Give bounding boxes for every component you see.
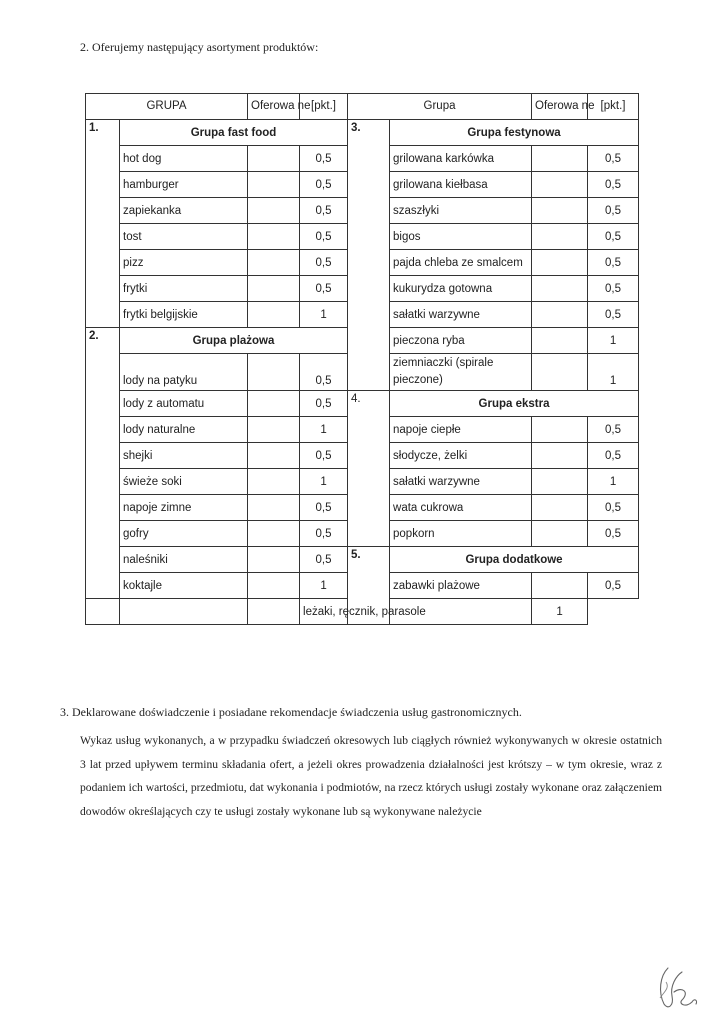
header-group-right: Grupa: [348, 94, 532, 120]
group-number: 3.: [348, 120, 390, 391]
item-name: wata cukrowa: [390, 495, 532, 521]
offered-cell: [248, 391, 300, 417]
item-name: kukurydza gotowna: [390, 276, 532, 302]
offered-cell: [532, 469, 588, 495]
item-name: słodycze, żelki: [390, 443, 532, 469]
item-points: 0,5: [588, 521, 639, 547]
item-points: 0,5: [588, 224, 639, 250]
header-points-left: [pkt.]: [300, 94, 348, 120]
item-name: świeże soki: [120, 469, 248, 495]
group-number: 2.: [86, 328, 120, 599]
group-title: Grupa festynowa: [390, 120, 639, 146]
offered-cell: [248, 198, 300, 224]
item-points: 0,5: [300, 198, 348, 224]
item-points: 0,5: [300, 276, 348, 302]
header-group-left: GRUPA: [86, 94, 248, 120]
offered-cell: [532, 224, 588, 250]
header-offered-right: Oferowa ne: [532, 94, 588, 120]
item-points: 1: [588, 469, 639, 495]
header-offered-left: Oferowa ne: [248, 94, 300, 120]
item-name: shejki: [120, 443, 248, 469]
header-points-right: [pkt.]: [588, 94, 639, 120]
item-name: lody naturalne: [120, 417, 248, 443]
section-3-paragraph: Wykaz usług wykonanych, a w przypadku świadczeń okresowych lub ciągłych również wykonywanych w okresie ostatnich 3 lat przed upływem terminu składania ofert, a jeżeli okres prowadzenia działalności jest krótszy – w tym okresie, wraz z podaniem ich wartości, przedmiotu, dat wykonania i podmiotów, na rzecz których usługi zostały wykonane oraz załączeniem dowodów określających czy te usługi zostały wykonane lub są wykonywane należycie: [80, 734, 662, 818]
item-name: sałatki warzywne: [390, 302, 532, 328]
item-points: 0,5: [588, 198, 639, 224]
group-title: Grupa fast food: [120, 120, 348, 146]
item-points: 0,5: [300, 495, 348, 521]
offered-cell: [532, 146, 588, 172]
empty-cell: [86, 599, 120, 625]
offered-cell: [532, 354, 588, 391]
item-name: sałatki warzywne: [390, 469, 532, 495]
offered-cell: [248, 547, 300, 573]
item-points: 0,5: [300, 547, 348, 573]
item-points: 0,5: [300, 250, 348, 276]
item-name: pajda chleba ze smalcem: [390, 250, 532, 276]
item-name: leżaki, ręcznik, parasole: [300, 599, 348, 625]
item-points: 1: [532, 599, 588, 625]
item-points: 1: [588, 354, 639, 391]
item-points: 0,5: [300, 391, 348, 417]
offered-cell: [248, 250, 300, 276]
section-3-heading: 3. Deklarowane doświadczenie i posiadane rekomendacje świadczenia usług gastronomicznych.: [60, 705, 522, 719]
item-points: 0,5: [588, 495, 639, 521]
offered-cell: [532, 573, 588, 599]
item-points: 0,5: [300, 521, 348, 547]
item-name: frytki: [120, 276, 248, 302]
offered-cell: [248, 573, 300, 599]
table-row: [86, 391, 639, 417]
offered-cell: [532, 495, 588, 521]
item-name: popkorn: [390, 521, 532, 547]
item-points: 0,5: [300, 146, 348, 172]
group-title: Grupa plażowa: [120, 328, 348, 354]
item-points: 0,5: [588, 302, 639, 328]
table-row: [86, 120, 639, 146]
offered-cell: [248, 521, 300, 547]
table-row: [86, 547, 639, 573]
item-name: naleśniki: [120, 547, 248, 573]
offered-cell: [532, 198, 588, 224]
item-name: grilowana kiełbasa: [390, 172, 532, 198]
offered-cell: [120, 599, 248, 625]
offered-cell: [532, 328, 588, 354]
offered-cell: [532, 521, 588, 547]
table-header-row: [86, 94, 639, 120]
item-name: napoje ciepłe: [390, 417, 532, 443]
item-points: 1: [300, 417, 348, 443]
product-table: [85, 93, 639, 625]
group-number: 1.: [86, 120, 120, 328]
item-name: zapiekanka: [120, 198, 248, 224]
item-points: 0,5: [588, 573, 639, 599]
offered-cell: [248, 276, 300, 302]
item-name: hamburger: [120, 172, 248, 198]
offered-cell: [248, 443, 300, 469]
offered-cell: [532, 302, 588, 328]
item-name: ziemniaczki (spirale pieczone): [390, 354, 532, 391]
item-name: lody na patyku: [120, 354, 248, 391]
group-title: Grupa ekstra: [390, 391, 639, 417]
offered-cell: [532, 276, 588, 302]
item-name: bigos: [390, 224, 532, 250]
item-points: 1: [300, 469, 348, 495]
offered-cell: [248, 224, 300, 250]
offered-cell: [248, 495, 300, 521]
group-title: Grupa dodatkowe: [390, 547, 639, 573]
item-name: hot dog: [120, 146, 248, 172]
item-points: 0,5: [588, 172, 639, 198]
empty-cell: [248, 599, 300, 625]
item-points: 0,5: [588, 443, 639, 469]
signature-initials: [652, 962, 702, 1014]
item-points: 0,5: [588, 276, 639, 302]
offered-cell: [532, 250, 588, 276]
item-name: koktajle: [120, 573, 248, 599]
item-name: szaszłyki: [390, 198, 532, 224]
item-name: gofry: [120, 521, 248, 547]
offered-cell: [248, 172, 300, 198]
item-points: 1: [588, 328, 639, 354]
item-points: 0,5: [300, 224, 348, 250]
item-points: 0,5: [300, 172, 348, 198]
item-points: 0,5: [588, 146, 639, 172]
item-name: pizz: [120, 250, 248, 276]
offered-cell: [248, 302, 300, 328]
item-points: 0,5: [300, 354, 348, 391]
item-name: frytki belgijskie: [120, 302, 248, 328]
item-name: pieczona ryba: [390, 328, 532, 354]
item-name: zabawki plażowe: [390, 573, 532, 599]
offered-cell: [248, 469, 300, 495]
offered-cell: [248, 417, 300, 443]
offered-cell: [532, 443, 588, 469]
item-points: 0,5: [300, 443, 348, 469]
offered-cell: [248, 354, 300, 391]
item-name: lody z automatu: [120, 391, 248, 417]
item-name: tost: [120, 224, 248, 250]
group-number: 5.: [348, 547, 390, 625]
offered-cell: [532, 417, 588, 443]
item-points: 1: [300, 573, 348, 599]
item-points: 0,5: [588, 250, 639, 276]
offered-cell: [532, 172, 588, 198]
item-name: napoje zimne: [120, 495, 248, 521]
offered-cell: [248, 146, 300, 172]
group-number: 4.: [348, 391, 390, 547]
item-points: 1: [300, 302, 348, 328]
item-name: grilowana karkówka: [390, 146, 532, 172]
item-points: 0,5: [588, 417, 639, 443]
section-2-heading: 2. Oferujemy następujący asortyment produktów:: [80, 40, 319, 54]
